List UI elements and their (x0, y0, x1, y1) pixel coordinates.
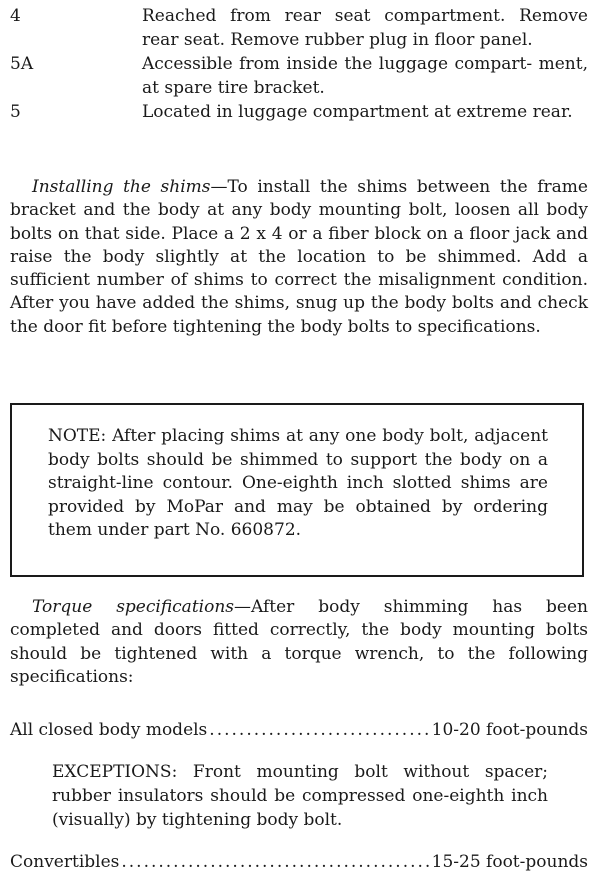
location-description: Located in luggage compartment at extreme rear. (142, 102, 573, 122)
location-description: Reached from rear seat compartment. Remove rear seat. Remove rubber plug in floor panel. (142, 6, 588, 50)
paragraph-body: —After body shimming has been completed and doors fitted correctly, the body mounting bolts should be tightened with a torque wrench, to the following specifications: (10, 597, 588, 687)
spec-closed-models (10, 718, 588, 742)
location-number: 5 (10, 102, 21, 122)
spec-value: 10-20 foot-pounds (431, 720, 588, 740)
leader-dots (207, 718, 431, 742)
spec-label: All closed body models (10, 720, 208, 740)
paragraph-body: —To install the shims between the frame bracket and the body at any body mounting bolt, loosen all body bolts on that side. Place a 2 x 4 or a fiber block on a floor jack and raise the body slightly at the location to be shimmed. Add a sufficient number of shims to correct the misalignment condition. After you have added the shims, snug up the body bolts and check the door fit before tightening the body bolts to specifications. (10, 177, 588, 337)
installing-shims-paragraph (10, 176, 588, 339)
note-text: NOTE: After placing shims at any one body bolt, adjacent body bolts should be shimmed to support the body on a straight-line contour. One-eighth inch slotted shims are provided by MoPar and may be obtained by ordering them under part No. 660872. (48, 426, 548, 540)
spec-convertibles (10, 850, 588, 874)
leader-dots (119, 850, 431, 874)
mounting-location-table (10, 4, 588, 124)
location-number: 5A (10, 54, 34, 74)
location-number: 4 (10, 6, 21, 26)
spec-label: Convertibles (10, 852, 120, 872)
location-row-5a (10, 52, 588, 100)
location-description: Accessible from inside the luggage compart- ment, at spare tire bracket. (142, 54, 588, 98)
location-row-4 (10, 4, 588, 52)
torque-specifications-paragraph (10, 596, 588, 689)
location-row-5 (10, 100, 588, 124)
paragraph-lead: Installing the shims (32, 177, 211, 197)
spec-value: 15-25 foot-pounds (431, 852, 588, 872)
note-box (10, 403, 584, 577)
exceptions-note: EXCEPTIONS: Front mounting bolt without spacer; rubber insulators should be compressed one-eighth inch (visually) by tightening body bolt. (52, 762, 548, 830)
paragraph-lead: Torque specifications (32, 597, 234, 617)
